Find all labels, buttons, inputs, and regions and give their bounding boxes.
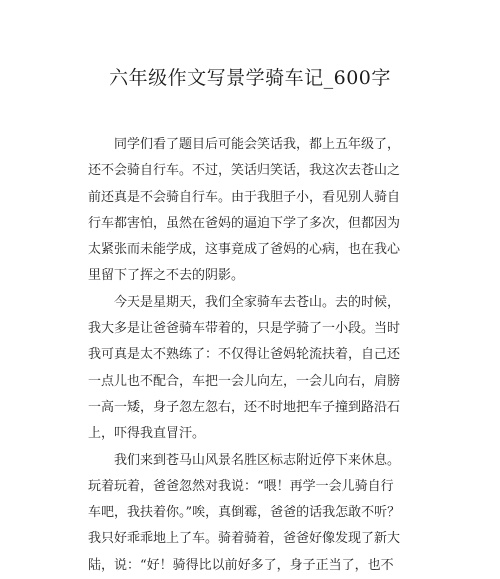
paragraph-line: 我们来到苍马山风景名胜区标志附近停下来休息。 [114,452,401,468]
paragraph-line: 一高一矮，身子忽左忽右，还不时地把车子撞到路沿石 [88,399,401,415]
paragraph-line: 车吧，我扶着你。”唉，真倒霉，爸爸的话我怎敢不听？ [88,505,401,521]
paragraph-line: 同学们看了题目后可能会笑话我，都上五年级了， [114,137,401,152]
paragraph-line: 我大多是让爸爸骑车带着的，只是学骑了一小段。当时 [88,321,401,337]
paragraph-line: 我可真是太不熟练了：不仅得让爸妈轮流扶着，自己还 [88,347,401,363]
paragraph-line: 陆，说：“好！骑得比以前好多了，身子正当了，也不 [88,557,394,573]
paragraph-line: 还不会骑自行车。不过，笑话归笑话，我这次去苍山之 [88,163,401,179]
paragraph-line: 今天是星期天，我们全家骑车去苍山。去的时候， [114,294,401,310]
document-title: 六年级作文写景学骑车记_600字 [109,67,391,89]
paragraph-line: 上，吓得我直冒汗。 [88,426,206,442]
paragraph-line: 玩着玩着，爸爸忽然对我说：“喂！再学一会儿骑自行 [88,478,394,494]
paragraph-line: 前还真是不会骑自行车。由于我胆子小，看见别人骑自 [88,189,401,205]
document-body [88,132,428,579]
paragraph-line: 里留下了挥之不去的阴影。 [88,268,245,284]
paragraph-line: 太紧张而未能学成，这事竟成了爸妈的心病，也在我心 [88,242,401,258]
paragraph-line: 行车都害怕，虽然在爸妈的逼迫下学了多次，但都因为 [88,215,401,231]
paragraph-line: 我只好乖乖地上了车。骑着骑着，爸爸好像发现了新大 [88,531,401,547]
paragraph-line: 一点儿也不配合，车把一会儿向左，一会儿向右，肩膀 [88,373,401,389]
